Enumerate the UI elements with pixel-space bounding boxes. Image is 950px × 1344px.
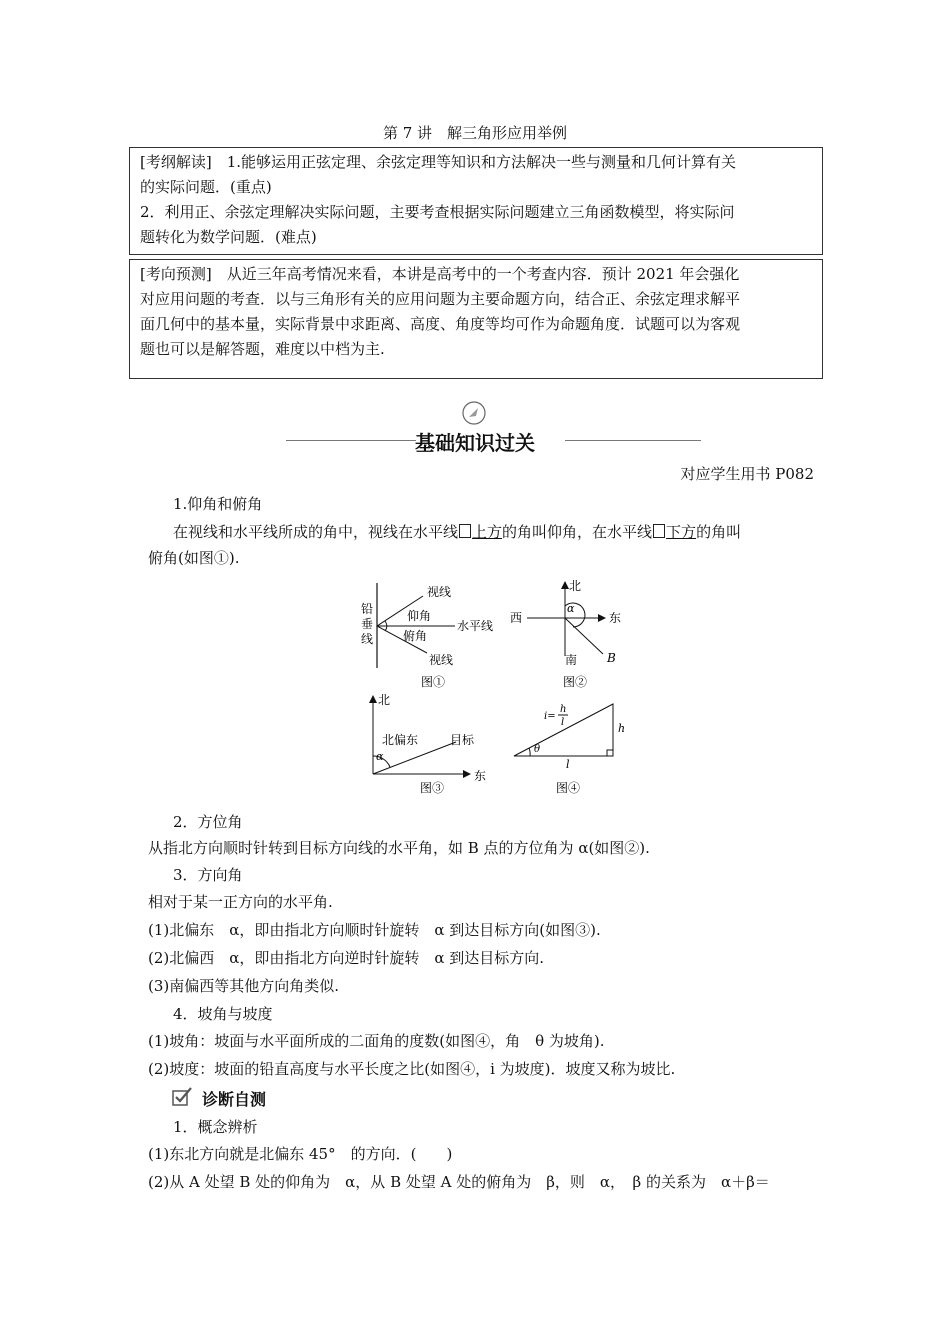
slope-formula-label: i=	[544, 711, 556, 722]
alpha-label: α	[567, 602, 575, 615]
alpha-label: α	[376, 750, 384, 763]
s1-text: 的角叫	[696, 523, 742, 541]
direction-label: 北偏东	[382, 733, 419, 747]
syllabus-box	[129, 147, 823, 255]
slope-denominator: l	[561, 717, 565, 728]
figure-slope	[510, 700, 645, 796]
sight-label: 视线	[427, 585, 452, 599]
s1-text: 的角叫仰角，在水平线	[502, 523, 653, 541]
figure-caption: 图①	[421, 675, 446, 689]
slope-arc	[529, 748, 530, 756]
s1-heading: 1.仰角和俯角	[173, 495, 263, 513]
s3-line: 相对于某一正方向的水平角.	[148, 893, 333, 911]
horizontal-label: 水平线	[457, 619, 494, 633]
elevation-label: 仰角	[407, 609, 432, 623]
answer-blank: 上方	[472, 523, 503, 541]
answer-blank: 下方	[666, 523, 697, 541]
diagnostic-heading: 1．概念辨析	[173, 1118, 258, 1136]
point-label: B	[607, 651, 616, 665]
syllabus-line: 2．利用正、余弦定理解决实际问题，主要考查根据实际问题建立三角函数模型，将实际问	[140, 203, 735, 221]
forecast-line: 面几何中的基本量，实际背景中求距离、高度、角度等均可作为命题角度．试题可以为客观	[140, 315, 741, 333]
section-banner: 基础知识过关	[415, 431, 535, 455]
leaf-icon	[461, 400, 487, 426]
theta-label: θ	[534, 744, 541, 755]
figure-direction-angle	[362, 690, 492, 796]
s1-text: 俯角(如图①).	[148, 549, 240, 567]
s4-line: (2)坡度：坡面的铅直高度与水平长度之比(如图④，i 为坡度)．坡度又称为坡比.	[148, 1060, 676, 1078]
direction-line-b	[565, 618, 603, 654]
syllabus-line: 的实际问题．(重点)	[140, 178, 272, 196]
question-line: (1)东北方向就是北偏东 45° 的方向．( )	[148, 1145, 453, 1163]
check-icon	[171, 1086, 193, 1108]
elevation-arc	[385, 621, 387, 626]
s3-line: (3)南偏西等其他方向角类似.	[148, 977, 340, 995]
north-label: 北	[569, 579, 582, 593]
figure-azimuth	[505, 576, 635, 692]
west-label: 西	[510, 611, 523, 625]
s2-text: 从指北方向顺时针转到目标方向线的水平角，如 B 点的方位角为 α(如图②).	[148, 839, 650, 857]
target-label: 目标	[450, 733, 475, 747]
answer-box-icon	[653, 524, 665, 538]
forecast-line: 对应用问题的考查．以与三角形有关的应用问题为主要命题方向，结合正、余弦定理求解平	[140, 290, 741, 308]
plumb-label: 线	[361, 632, 374, 646]
south-label: 南	[565, 653, 578, 667]
depression-arc	[385, 626, 387, 631]
plumb-label: 铅	[361, 602, 374, 616]
height-label: h	[618, 722, 626, 735]
s1-paragraph	[173, 520, 823, 544]
east-label: 东	[609, 611, 622, 625]
figure-elevation-depression	[355, 578, 505, 690]
diagnostic-title: 诊断自测	[202, 1090, 267, 1109]
length-label: l	[566, 758, 570, 771]
forecast-line: [考向预测] 从近三年高考情况来看，本讲是高考中的一个考查内容．预计 2021 年会强化	[140, 265, 740, 283]
forecast-line: 题也可以是解答题，难度以中档为主.	[140, 340, 385, 358]
figure-caption: 图④	[556, 781, 581, 795]
lesson-title: 第 7 讲 解三角形应用举例	[382, 124, 568, 142]
s3-line: (1)北偏东 α，即由指北方向顺时针旋转 α 到达目标方向(如图③).	[148, 921, 601, 939]
plumb-label: 垂	[361, 617, 374, 631]
east-label: 东	[474, 769, 487, 783]
s4-line: (1)坡角：坡面与水平面所成的二面角的度数(如图④，角 θ 为坡角).	[148, 1032, 605, 1050]
s4-heading: 4．坡角与坡度	[173, 1005, 273, 1023]
page-reference: 对应学生用书 P082	[680, 465, 814, 483]
figure-caption: 图③	[420, 781, 445, 795]
figure-caption: 图②	[563, 675, 588, 689]
slope-numerator: h	[560, 704, 567, 715]
right-angle-mark	[607, 750, 613, 756]
syllabus-line: [考纲解读] 1.能够运用正弦定理、余弦定理等知识和方法解决一些与测量和几何计算有关	[140, 153, 737, 171]
s1-text: 在视线和水平线所成的角中，视线在水平线	[173, 523, 459, 541]
sight-label: 视线	[429, 653, 454, 667]
s3-line: (2)北偏西 α，即由指北方向逆时针旋转 α 到达目标方向.	[148, 949, 545, 967]
depression-label: 俯角	[403, 629, 428, 643]
answer-box-icon	[459, 524, 471, 538]
s2-heading: 2．方位角	[173, 813, 243, 831]
s3-heading: 3．方向角	[173, 866, 243, 884]
forecast-box	[129, 259, 823, 379]
north-label: 北	[378, 693, 391, 707]
syllabus-line: 题转化为数学问题．(难点)	[140, 228, 317, 246]
question-line: (2)从 A 处望 B 处的仰角为 α，从 B 处望 A 处的俯角为 β，则 α， β 的关系为 α＋β＝	[148, 1173, 770, 1191]
